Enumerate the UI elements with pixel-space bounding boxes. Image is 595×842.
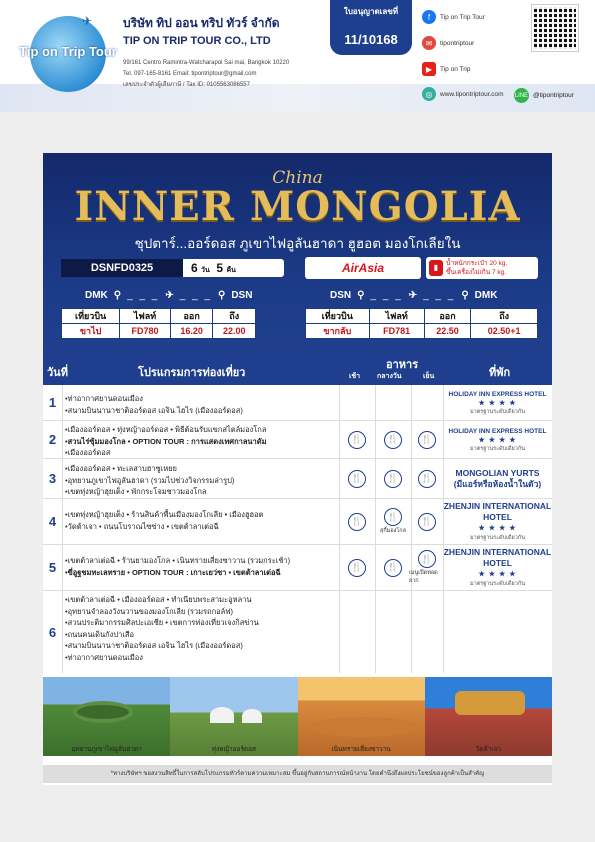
line-id-text: @tipontriptour (533, 92, 574, 99)
program-item: • เขตต้าลาเต่อฉี • เมืองออร์ดอส • ทำเนียบพระสามะอูหลาน (65, 594, 333, 606)
airplane-icon: ✈ (165, 290, 174, 301)
flight-header: ไฟลท์ (120, 309, 171, 324)
flight-cell: 22.50 (424, 324, 470, 339)
day-hotel (443, 545, 552, 590)
hotel-name: MONGOLIAN YURTS (455, 467, 540, 478)
photo-caption: วัดต้าเจา (475, 746, 502, 753)
photo-strip (43, 677, 552, 756)
days-unit: วัน (201, 267, 210, 274)
airline-logo: AirAsia (305, 257, 421, 279)
social-email[interactable] (422, 36, 474, 50)
day-number: 1 (48, 395, 57, 410)
day-program (65, 555, 333, 578)
baggage-info (426, 257, 538, 279)
footer-note: *ทางบริษัทฯ ขอสงวนสิทธิ์ในการสลับโปรแกรมทัวร์ตามความเหมาะสม ขึ้นอยู่กับสถานการณ์หน้างาน โดยคำนึงถึงผลประโยชน์ของลูกค้าเป็นสำคัญ (43, 765, 552, 783)
hotel-stars: ★ ★ ★ ★ (478, 571, 517, 578)
program-item: • ขี่อูฐชมทะเลทราย • OPTION TOUR : เกาะเยว่ซา • เขตต้าลาเต่อฉี (65, 567, 333, 579)
schedule-row-day-3 (43, 459, 552, 499)
header-day: วันที่ (47, 367, 68, 379)
schedule-row-day-5 (43, 545, 552, 591)
meal-breakfast (339, 421, 375, 458)
program-item: • วัดต้าเจา • ถนนโบราณไซซ่าง • เขตต้าลาเต่อฉี (65, 521, 333, 533)
social-facebook-text: Tip on Trip Tour (440, 13, 485, 21)
program-item: • ถนนคนเดินกังปาเสือ (65, 629, 333, 641)
flight-cell: 02.50+1 (471, 324, 538, 339)
airplane-icon: ✈ (408, 290, 418, 301)
flight-header: ถึง (471, 309, 538, 324)
meal-icon: 🍴 (384, 470, 402, 488)
meal-icon: 🍴 (418, 513, 436, 531)
photo-caption: ทุ่งหญ้าออร์ดอส (211, 746, 257, 753)
social-youtube[interactable] (422, 62, 470, 76)
program-title: INNER MONGOLIA (74, 183, 521, 230)
license-number: 11/10168 (344, 32, 398, 47)
day-hotel (443, 459, 552, 498)
program-item: • เขตทุ่งหญ้าฮุยเต็ง • พักกระโจมชาวมองโกล (65, 486, 333, 498)
meal-lunch (375, 421, 411, 458)
qr-code (532, 5, 578, 51)
company-name-thai: บริษัท ทิป ออน ทริป ทัวร์ จำกัด (123, 16, 280, 30)
program-item: • เขตต้าลาเต่อฉี • ร้านยามองโกล • เนินทรายเสี่ยงซาวาน (รวมกระเช้า) (65, 555, 333, 567)
meal-dinner (409, 421, 445, 458)
flight-cell: FD781 (369, 324, 424, 339)
program-code: DSNFD0325 (61, 259, 183, 277)
meal-lunch (375, 545, 411, 590)
baggage-checked: น้ำหนักกระเป๋า 20 kg. (446, 260, 508, 267)
meal-icon: 🍴 (348, 513, 366, 531)
meal-icon: 🍴 (384, 559, 402, 577)
meal-icon: 🍴 (384, 431, 402, 449)
youtube-icon: ▶ (422, 62, 436, 76)
meal-icon: 🍴 (348, 559, 366, 577)
meal-dinner (409, 499, 445, 544)
hotel-note: มาตรฐานระดับเดียวกัน (470, 445, 525, 452)
flight-header: เที่ยวบิน (306, 309, 370, 324)
baggage-carryon: ขึ้นเครื่องไม่เกิน 7 kg. (446, 269, 507, 276)
route-out-from: DMK (85, 290, 108, 301)
social-facebook[interactable] (422, 10, 485, 24)
hotel-stars: ★ ★ ★ ★ (478, 399, 517, 407)
hotel-note: มาตรฐานระดับเดียวกัน (470, 408, 525, 415)
route-outbound: DMK ⚲ _ _ _ ✈ _ _ _ ⚲ DSN (85, 290, 253, 301)
photo-temple (425, 677, 552, 756)
meal-dinner (409, 545, 445, 590)
flight-header: เที่ยวบิน (62, 309, 120, 324)
flight-cell: 22.00 (213, 324, 256, 339)
company-contact-info (123, 58, 333, 91)
hotel-note: (มีแอร์หรือห้องน้ำในตัว) (453, 478, 542, 489)
hotel-stars: ★ ★ ★ ★ (478, 525, 517, 532)
day-number: 3 (48, 471, 57, 486)
flight-header: ถึง (213, 309, 256, 324)
social-website-text: www.tipontriptour.com (440, 90, 504, 98)
program-subtitle: ชุปตาร์...ออร์ดอส ภูเขาไฟอูลันฮาดา ฮูฮอต มองโกเลียใน (134, 236, 461, 251)
header-lunch: กลางวัน (377, 373, 402, 380)
flight-header: ไฟลท์ (369, 309, 424, 324)
nights-number: 5 (216, 261, 224, 275)
luggage-icon: ▮ (429, 260, 443, 276)
day-program (65, 463, 333, 498)
photo-caption: อุทยานภูเขาไฟอูลันฮาดา (71, 746, 142, 753)
location-pin-icon: ⚲ (461, 290, 469, 301)
social-email-text: tipontriptour (440, 39, 475, 47)
day-program (65, 393, 333, 416)
program-item: • เมืองออร์ดอส • ทุ่งหญ้าออร์ดอส • พิธีต้อนรับแขกสไตล์มองโกล (65, 424, 333, 436)
hotel-name: ZHENJIN INTERNATIONAL HOTEL (443, 501, 552, 522)
meal-icon: 🍴 (348, 431, 366, 449)
header-program: โปรแกรมการท่องเที่ยว (138, 367, 246, 379)
day-hotel (443, 385, 552, 420)
program-item: • เมืองออร์ดอส • ทะเลสาบฮาซูเหยย (65, 463, 333, 475)
meal-dinner (409, 459, 445, 498)
location-pin-icon: ⚲ (113, 290, 122, 301)
hotel-name: HOLIDAY INN EXPRESS HOTEL (448, 390, 547, 398)
meal-breakfast (339, 459, 375, 498)
flight-cell: 16.20 (170, 324, 213, 339)
flight-cell: FD780 (120, 324, 171, 339)
meal-breakfast (339, 499, 375, 544)
location-pin-icon: ⚲ (218, 290, 226, 301)
route-out-to: DSN (231, 290, 253, 301)
photo-desert (298, 677, 425, 756)
license-label: ใบอนุญาตเลขที่ (343, 7, 399, 16)
program-card (43, 153, 552, 785)
day-number: 5 (48, 560, 57, 575)
flight-table-return (305, 308, 538, 339)
header-hotel: ที่พัก (489, 367, 511, 379)
day-number: 4 (48, 514, 57, 529)
tax-id-line: เลขประจำตัวผู้เสียภาษี / Tax ID: 0105563086557 (123, 82, 250, 88)
meal-icon: 🍴 (384, 508, 402, 526)
schedule-row-day-2 (43, 421, 552, 459)
program-item: • สนามบินนานาชาติออร์ดอส เอจิน ไฮไร (เมืองออร์ดอส) (65, 640, 333, 652)
program-banner (43, 153, 552, 353)
program-item: • สนามบินนานาชาติออร์ดอส เอจิน ไฮไร (เมืองออร์ดอส) (65, 405, 333, 417)
hotel-stars: ★ ★ ★ ★ (478, 436, 517, 444)
social-youtube-text: Tip on Trip (440, 65, 471, 73)
company-header (0, 0, 595, 112)
flight-header: ออก (170, 309, 213, 324)
schedule-table (43, 353, 552, 673)
airplane-icon: ✈ (82, 14, 93, 28)
email-icon: ✉ (422, 36, 436, 50)
program-item: • เขตทุ่งหญ้าฮุยเต็ง • ร้านสินค้าพื้นเมืองมองโกเลีย • เมืองฮูฮอต (65, 509, 333, 521)
day-program (65, 594, 333, 663)
day-number: 2 (48, 432, 57, 447)
nights-unit: คืน (226, 267, 236, 274)
address-line: 99/161 Centro Ramintra-Watcharapol Sai mai, Bangkok 10220 (123, 60, 290, 66)
company-name-english: TIP ON TRIP TOUR CO., LTD (123, 35, 271, 47)
facebook-icon: f (422, 10, 436, 24)
license-badge (330, 0, 412, 55)
line-contact[interactable] (514, 88, 574, 103)
program-item: • เมืองออร์ดอส (65, 447, 333, 459)
meal-icon: 🍴 (348, 470, 366, 488)
flight-table-outbound (61, 308, 256, 339)
flight-cell: ขากลับ (306, 324, 370, 339)
flight-header: ออก (424, 309, 470, 324)
program-item: • ท่าอากาศยานดอนเมือง (65, 652, 333, 664)
program-item: • อุทยานจำลองวังนวานของมองโกเลีย (รวมรถกอล์ฟ) (65, 606, 333, 618)
days-number: 6 (191, 261, 198, 275)
phone-email-line: Tel. 097-165-8161 Email: tipontriptour@gmail.com (123, 71, 257, 77)
meal-icon: 🍴 (418, 431, 436, 449)
day-program (65, 424, 333, 459)
program-item: • สวนไร่ซุ้มมองโกล • OPTION TOUR : การแสดงเทศกาลนาดัม (65, 436, 333, 448)
meal-icon: 🍴 (418, 470, 436, 488)
schedule-row-day-1 (43, 385, 552, 421)
hotel-note: มาตรฐานระดับเดียวกัน (470, 581, 525, 587)
location-pin-icon: ⚲ (357, 290, 365, 301)
meal-note: สุกี้มองโกล (380, 528, 406, 534)
header-breakfast: เช้า (349, 373, 361, 380)
logo-text: Tip on Trip Tour (19, 44, 117, 59)
program-item: • อุทยานภูเขาไฟอูลันฮาดา (รวมไปช่วงวิจกรรมล่ารูป) (65, 475, 333, 487)
company-logo (18, 12, 118, 96)
header-dinner: เย็น (423, 373, 435, 380)
program-item: • สวนประติมากรรมศิลปะเอเชีย • เขตการท่องเที่ยวเจงกิสข่าน (65, 617, 333, 629)
route-back-from: DSN (330, 290, 352, 301)
duration (191, 259, 236, 280)
day-number: 6 (48, 624, 57, 640)
route-return: DSN ⚲ _ _ _ ✈ _ _ _ ⚲ DMK (330, 290, 498, 301)
line-icon: LINE (514, 88, 529, 103)
tripadvisor-icon: ◎ (422, 87, 436, 101)
day-program (65, 509, 333, 532)
header-meals: อาหาร (386, 359, 419, 371)
program-item: • ท่าอากาศยานดอนเมือง (65, 393, 333, 405)
meal-note: เมนูเป็ดทอดยาก (409, 570, 438, 584)
route-back-to: DMK (474, 290, 498, 301)
hotel-name: ZHENJIN INTERNATIONAL HOTEL (443, 547, 552, 568)
photo-volcano (43, 677, 170, 756)
schedule-row-day-4 (43, 499, 552, 545)
schedule-row-day-6 (43, 591, 552, 673)
photo-caption: เนินทรายเสี่ยงซาวาน (331, 746, 391, 753)
hotel-name: HOLIDAY INN EXPRESS HOTEL (448, 427, 547, 435)
meal-lunch (375, 459, 411, 498)
country-label: China (272, 168, 323, 188)
schedule-header (43, 353, 552, 385)
program-code-box (61, 259, 284, 277)
hotel-note: มาตรฐานระดับเดียวกัน (470, 535, 525, 541)
flight-cell: ขาไป (62, 324, 120, 339)
social-website[interactable] (422, 87, 504, 101)
day-hotel (443, 421, 552, 458)
meal-lunch (375, 499, 411, 544)
meal-icon: 🍴 (418, 550, 436, 568)
meal-breakfast (339, 545, 375, 590)
photo-grassland (170, 677, 297, 756)
day-hotel (443, 499, 552, 544)
